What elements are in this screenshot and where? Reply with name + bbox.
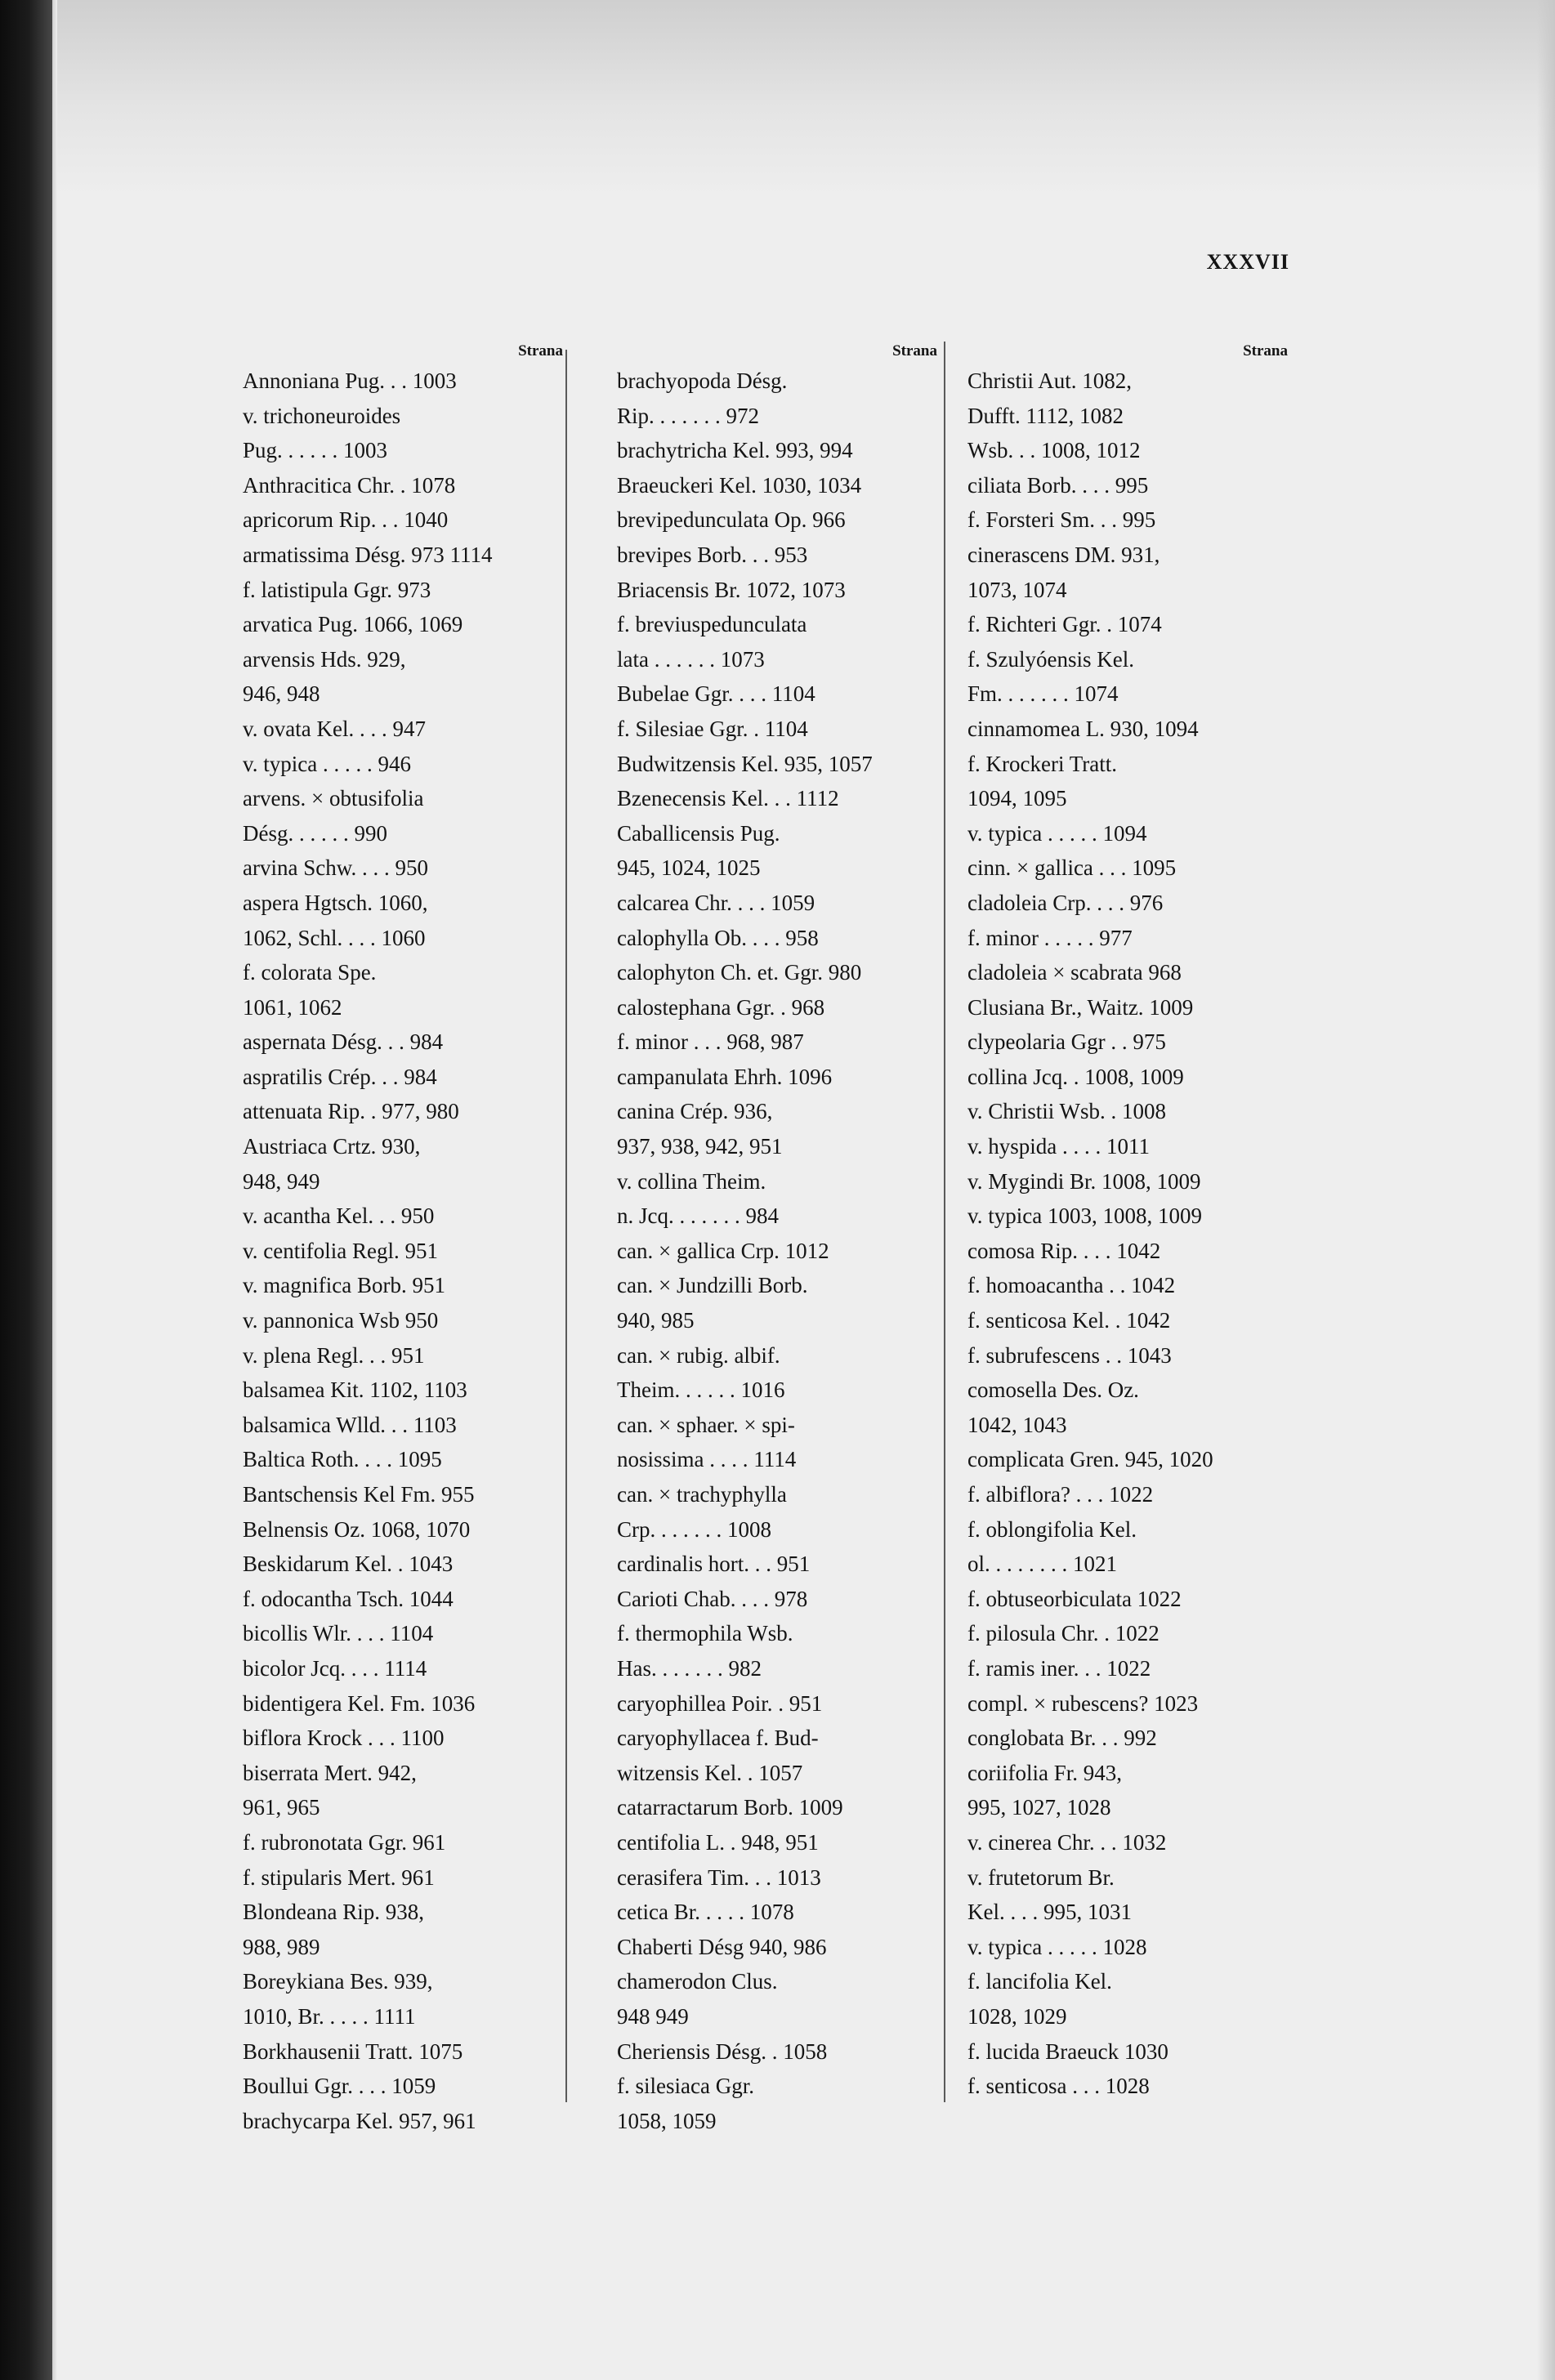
index-entry: Pug. . . . . . 1003 (243, 438, 388, 463)
index-entry: attenuata Rip. . 977, 980 (243, 1099, 459, 1124)
index-entry: 995, 1027, 1028 (967, 1795, 1111, 1820)
index-entry: Crp. . . . . . . 1008 (617, 1516, 771, 1542)
index-entry: 1028, 1029 (967, 2003, 1067, 2029)
index-entry: Wsb. . . 1008, 1012 (967, 438, 1141, 463)
index-entry: arvensis Hds. 929, (243, 646, 406, 672)
index-entry: f. Forsteri Sm. . . 995 (967, 507, 1156, 533)
index-entry: Borkhausenii Tratt. 1075 (243, 2038, 463, 2064)
index-entry: catarractarum Borb. 1009 (617, 1795, 843, 1820)
index-entry: arvens. × obtusifolia (243, 786, 424, 811)
column-divider (944, 342, 945, 2102)
index-entry: collina Jcq. . 1008, 1009 (967, 1064, 1184, 1089)
index-entry: Boullui Ggr. . . . 1059 (243, 2074, 436, 2099)
index-entry: v. typica 1003, 1008, 1009 (967, 1203, 1202, 1229)
index-entry: 1062, Schl. . . . 1060 (243, 925, 426, 950)
index-entry: Briacensis Br. 1072, 1073 (617, 577, 846, 602)
index-entry: can. × sphaer. × spi- (617, 1412, 795, 1437)
index-entry: v. Mygindi Br. 1008, 1009 (967, 1168, 1201, 1194)
index-entry: cinn. × gallica . . . 1095 (967, 855, 1177, 881)
index-entry: calophylla Ob. . . . 958 (617, 925, 819, 950)
index-entry: Désg. . . . . . 990 (243, 820, 387, 846)
index-entry: 946, 948 (243, 681, 320, 707)
index-entry: centifolia L. . 948, 951 (617, 1829, 819, 1855)
index-entry: v. trichoneuroides (243, 403, 401, 428)
index-entry: cladoleia Crp. . . . 976 (967, 890, 1164, 915)
index-entry: Braeuckeri Kel. 1030, 1034 (617, 472, 862, 498)
index-entry: arvatica Pug. 1066, 1069 (243, 612, 463, 637)
index-entry: aspratilis Crép. . . 984 (243, 1064, 437, 1089)
index-entry: Bzenecensis Kel. . . 1112 (617, 786, 839, 811)
index-entry: f. minor . . . 968, 987 (617, 1029, 804, 1055)
index-entry: f. Richteri Ggr. . 1074 (967, 612, 1162, 637)
index-entry: lata . . . . . . 1073 (617, 646, 765, 672)
index-entry: 948 949 (617, 2003, 689, 2029)
index-entry: caryophyllacea f. Bud- (617, 1726, 819, 1751)
index-entry: ol. . . . . . . . 1021 (967, 1552, 1118, 1577)
index-entry: coriifolia Fr. 943, (967, 1760, 1122, 1785)
index-entry: Cheriensis Désg. . 1058 (617, 2038, 828, 2064)
index-entry: compl. × rubescens? 1023 (967, 1690, 1199, 1716)
index-entry: brachycarpa Kel. 957, 961 (243, 2108, 476, 2133)
index-entry: witzensis Kel. . 1057 (617, 1760, 803, 1785)
index-entry: v. acantha Kel. . . 950 (243, 1203, 435, 1229)
index-entry: v. hyspida . . . . 1011 (967, 1134, 1150, 1159)
index-entry: f. Szulyóensis Kel. (967, 646, 1134, 672)
index-entry: f. pilosula Chr. . 1022 (967, 1621, 1160, 1646)
index-entry: 945, 1024, 1025 (617, 855, 761, 881)
index-entry: f. ramis iner. . . 1022 (967, 1655, 1151, 1681)
index-entry: Christii Aut. 1082, (967, 368, 1133, 393)
index-entry: Carioti Chab. . . . 978 (617, 1586, 808, 1611)
index-entry: Rip. . . . . . . 972 (617, 403, 760, 428)
index-entry: aspera Hgtsch. 1060, (243, 890, 428, 915)
index-entry: aspernata Désg. . . 984 (243, 1029, 444, 1055)
index-entry: Boreykiana Bes. 939, (243, 1969, 433, 1994)
index-entry: campanulata Ehrh. 1096 (617, 1064, 833, 1089)
index-entry: f. Krockeri Tratt. (967, 751, 1117, 776)
index-entry: 988, 989 (243, 1934, 320, 1959)
index-entry: 1061, 1062 (243, 994, 342, 1020)
index-entry: f. silesiaca Ggr. (617, 2074, 754, 2099)
index-entry: 940, 985 (617, 1308, 695, 1333)
index-entry: apricorum Rip. . . 1040 (243, 507, 449, 533)
index-entry: f. thermophila Wsb. (617, 1621, 793, 1646)
index-entry: f. Silesiae Ggr. . 1104 (617, 716, 808, 741)
column-heading: Strana (518, 342, 563, 359)
index-entry: brachyopoda Désg. (617, 368, 788, 393)
index-entry: 948, 949 (243, 1168, 320, 1194)
spine-edge (52, 0, 57, 2380)
index-entry: can. × Jundzilli Borb. (617, 1273, 808, 1298)
index-entry: biserrata Mert. 942, (243, 1760, 417, 1785)
index-entry: f. lucida Braeuck 1030 (967, 2038, 1168, 2064)
index-entry: Chaberti Désg 940, 986 (617, 1934, 827, 1959)
index-entry: canina Crép. 936, (617, 1099, 773, 1124)
index-entry: bicolor Jcq. . . . 1114 (243, 1655, 427, 1681)
index-entry: f. latistipula Ggr. 973 (243, 577, 431, 602)
index-entry: brevipes Borb. . . 953 (617, 542, 808, 567)
scan-shading (0, 0, 1555, 196)
index-entry: f. stipularis Mert. 961 (243, 1864, 435, 1890)
index-entry: v. collina Theim. (617, 1168, 766, 1194)
index-entry: f. subrufescens . . 1043 (967, 1342, 1172, 1368)
index-entry: caryophillea Poir. . 951 (617, 1690, 823, 1716)
index-entry: v. frutetorum Br. (967, 1864, 1115, 1890)
column-heading: Strana (1243, 342, 1288, 359)
index-entry: Dufft. 1112, 1082 (967, 403, 1124, 428)
index-entry: 1010, Br. . . . . 1111 (243, 2003, 416, 2029)
index-entry: cinnamomea L. 930, 1094 (967, 716, 1199, 741)
index-entry: complicata Gren. 945, 1020 (967, 1447, 1213, 1472)
column-divider (565, 350, 567, 2102)
index-entry: 1073, 1074 (967, 577, 1067, 602)
index-entry: Beskidarum Kel. . 1043 (243, 1552, 454, 1577)
index-entry: v. plena Regl. . . 951 (243, 1342, 425, 1368)
index-entry: brachytricha Kel. 993, 994 (617, 438, 853, 463)
index-entry: balsamica Wlld. . . 1103 (243, 1412, 457, 1437)
index-entry: can. × trachyphylla (617, 1482, 787, 1507)
index-entry: Has. . . . . . . 982 (617, 1655, 762, 1681)
index-entry: bidentigera Kel. Fm. 1036 (243, 1690, 476, 1716)
index-entry: v. typica . . . . . 1028 (967, 1934, 1147, 1959)
index-entry: comosella Des. Oz. (967, 1378, 1139, 1403)
page-edge (1537, 0, 1555, 2380)
index-entry: v. magnifica Borb. 951 (243, 1273, 445, 1298)
index-entry: Clusiana Br., Waitz. 1009 (967, 994, 1194, 1020)
index-entry: clypeolaria Ggr . . 975 (967, 1029, 1166, 1055)
index-entry: comosa Rip. . . . 1042 (967, 1238, 1161, 1263)
index-entry: Belnensis Oz. 1068, 1070 (243, 1516, 471, 1542)
index-entry: brevipedunculata Op. 966 (617, 507, 846, 533)
index-entry: f. albiflora? . . . 1022 (967, 1482, 1154, 1507)
index-entry: Kel. . . . 995, 1031 (967, 1900, 1132, 1925)
index-entry: arvina Schw. . . . 950 (243, 855, 428, 881)
index-entry: f. homoacantha . . 1042 (967, 1273, 1176, 1298)
index-entry: v. typica . . . . . 1094 (967, 820, 1147, 846)
index-entry: f. senticosa . . . 1028 (967, 2074, 1150, 2099)
index-entry: Annoniana Pug. . . 1003 (243, 368, 457, 393)
index-entry: conglobata Br. . . 992 (967, 1726, 1157, 1751)
index-entry: 1042, 1043 (967, 1412, 1067, 1437)
index-entry: Baltica Roth. . . . 1095 (243, 1447, 442, 1472)
index-entry: Blondeana Rip. 938, (243, 1900, 424, 1925)
index-column-3 (967, 339, 1294, 2137)
index-entry: bicollis Wlr. . . . 1104 (243, 1621, 434, 1646)
index-entry: f. oblongifolia Kel. (967, 1516, 1137, 1542)
index-entry: biflora Krock . . . 1100 (243, 1726, 445, 1751)
index-entry: cinerascens DM. 931, (967, 542, 1160, 567)
index-entry: nosissima . . . . 1114 (617, 1447, 797, 1472)
index-entry: Fm. . . . . . . 1074 (967, 681, 1119, 707)
index-entry: cerasifera Tim. . . 1013 (617, 1864, 821, 1890)
index-entry: f. minor . . . . . 977 (967, 925, 1133, 950)
index-entry: calostephana Ggr. . 968 (617, 994, 825, 1020)
index-entry: v. cinerea Chr. . . 1032 (967, 1829, 1167, 1855)
index-entry: f. rubronotata Ggr. 961 (243, 1829, 446, 1855)
index-entry: balsamea Kit. 1102, 1103 (243, 1378, 467, 1403)
page-number: XXXVII (1206, 250, 1289, 274)
index-entry: f. colorata Spe. (243, 960, 377, 985)
index-entry: cetica Br. . . . . 1078 (617, 1900, 794, 1925)
index-entry: cardinalis hort. . . 951 (617, 1552, 811, 1577)
column-heading: Strana (892, 342, 937, 359)
index-entry: Theim. . . . . . 1016 (617, 1378, 785, 1403)
index-entry: f. lancifolia Kel. (967, 1969, 1112, 1994)
index-entry: 1094, 1095 (967, 786, 1067, 811)
index-entry: Anthracitica Chr. . 1078 (243, 472, 456, 498)
index-entry: f. odocantha Tsch. 1044 (243, 1586, 454, 1611)
index-entry: 961, 965 (243, 1795, 320, 1820)
index-entry: Bubelae Ggr. . . . 1104 (617, 681, 815, 707)
index-column-1 (243, 339, 570, 2137)
index-entry: f. senticosa Kel. . 1042 (967, 1308, 1171, 1333)
index-entry: f. breviuspedunculata (617, 612, 807, 637)
index-entry: Caballicensis Pug. (617, 820, 780, 846)
index-entry: armatissima Désg. 973 1114 (243, 542, 493, 567)
index-entry: 1058, 1059 (617, 2108, 717, 2133)
index-entry: can. × gallica Crp. 1012 (617, 1238, 829, 1263)
index-entry: cladoleia × scabrata 968 (967, 960, 1182, 985)
index-entry: calcarea Chr. . . . 1059 (617, 890, 815, 915)
index-entry: n. Jcq. . . . . . . 984 (617, 1203, 779, 1229)
index-entry: v. Christii Wsb. . 1008 (967, 1099, 1167, 1124)
index-entry: v. pannonica Wsb 950 (243, 1308, 439, 1333)
index-entry: ciliata Borb. . . . 995 (967, 472, 1149, 498)
index-entry: v. ovata Kel. . . . 947 (243, 716, 426, 741)
index-entry: f. obtuseorbiculata 1022 (967, 1586, 1182, 1611)
index-entry: chamerodon Clus. (617, 1969, 778, 1994)
index-entry: 937, 938, 942, 951 (617, 1134, 783, 1159)
index-entry: calophyton Ch. et. Ggr. 980 (617, 960, 862, 985)
index-entry: Budwitzensis Kel. 935, 1057 (617, 751, 873, 776)
index-entry: Bantschensis Kel Fm. 955 (243, 1482, 475, 1507)
index-entry: v. typica . . . . . 946 (243, 751, 411, 776)
book-spine (0, 0, 52, 2380)
index-column-2 (617, 339, 944, 2137)
index-entry: Austriaca Crtz. 930, (243, 1134, 421, 1159)
index-entry: v. centifolia Regl. 951 (243, 1238, 438, 1263)
index-entry: can. × rubig. albif. (617, 1342, 780, 1368)
